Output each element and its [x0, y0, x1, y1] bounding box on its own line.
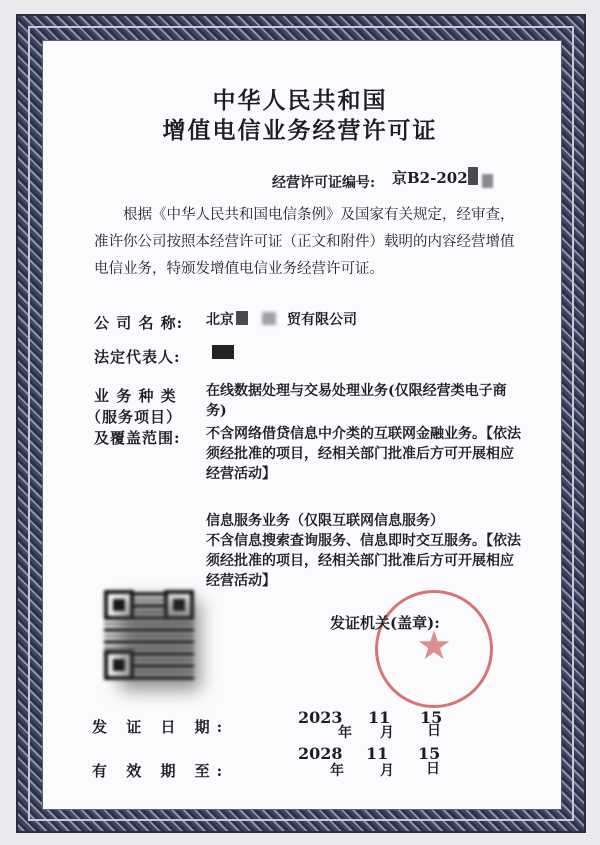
redaction-block [262, 312, 276, 325]
redaction-block [236, 311, 248, 325]
certificate-title-line2: 增值电信业务经营许可证 [162, 117, 438, 144]
scope-info-service-title: 信息服务业务（仅限互联网信息服务） [206, 513, 444, 529]
valid-until-year: 2028 [298, 744, 343, 763]
permit-number-value: 京B2-202 [392, 169, 468, 187]
scope-online-data-processing: 在线数据处理与交易处理业务(仅限经营类电子商务) [206, 383, 507, 419]
valid-until-label: 有 效 期 至: [92, 762, 230, 780]
company-name-suffix: 贸有限公司 [287, 312, 357, 328]
scope-fintech-exclusion: 不含网络借贷信息中介类的互联网金融业务。【依法须经批准的项目，经相关部门批准后方可开展相应经营活动】 [206, 426, 521, 482]
certificate-title-line1: 中华人民共和国 [212, 87, 388, 114]
scope-info-service-body: 不含信息搜索查询服务、信息即时交互服务。【依法须经批准的项目，经相关部门批准后方可开展相应经营活动】 [206, 533, 521, 589]
day-unit: 日 [427, 723, 441, 739]
redaction-block [468, 167, 478, 185]
issuing-authority-label: 发证机关(盖章): [330, 614, 440, 632]
year-unit: 年 [338, 725, 352, 741]
year-unit: 年 [330, 763, 344, 779]
preamble-paragraph: 根据《中华人民共和国电信条例》及国家有关规定，经审查，准许你公司按照本经营许可证（正文和附件）载明的内容经营增值电信业务，特颁发增值电信业务经营许可证。 [94, 207, 515, 277]
business-type-label-line1: 业 务 种 类 [94, 387, 177, 405]
company-name-prefix: 北京 [206, 312, 234, 328]
permit-number-label: 经营许可证编号: [272, 175, 376, 191]
issue-date-day: 15 [420, 708, 443, 727]
issue-date-year: 2023 [298, 708, 343, 727]
day-unit: 日 [426, 761, 440, 777]
valid-until-month: 11 [366, 744, 389, 763]
redaction-block [482, 174, 493, 188]
company-name-label: 公 司 名 称: [94, 314, 184, 332]
issue-date-month: 11 [368, 708, 391, 727]
official-seal-icon: ★ [375, 590, 493, 708]
month-unit: 月 [380, 763, 394, 779]
business-type-label-line3: 及覆盖范围: [94, 429, 181, 447]
business-type-label-line2: （服务项目） [86, 408, 183, 426]
qr-redaction-blur [120, 600, 200, 690]
issue-date-label: 发 证 日 期: [92, 718, 230, 736]
redaction-block [212, 345, 234, 359]
legal-representative-label: 法定代表人: [94, 348, 181, 366]
month-unit: 月 [380, 725, 394, 741]
valid-until-day: 15 [418, 744, 441, 763]
